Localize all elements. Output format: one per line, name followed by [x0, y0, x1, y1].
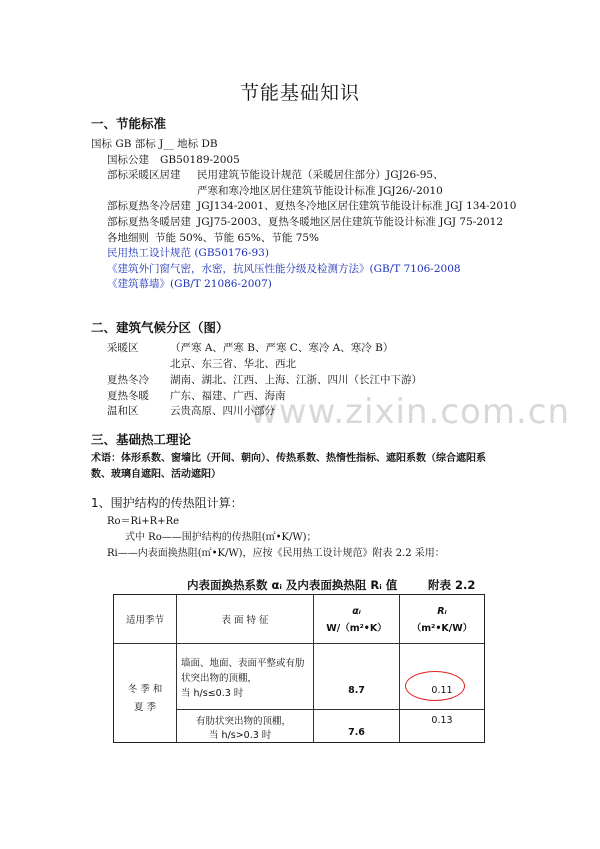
row2-feature-2: 当 h/s>0.3 时 — [209, 730, 272, 741]
zone-name: 夏热冬冷 — [107, 374, 149, 386]
definition-ro: 式中 Ro——围护结构的传热阻(㎡•K/W)； — [125, 532, 317, 543]
gb-code: GB50189-2005 — [160, 154, 240, 166]
header-alpha: αᵢ — [352, 606, 361, 617]
zone-name: 温和区 — [107, 405, 139, 417]
row1-feature-3: 当 h/s≤0.3 时 — [181, 688, 244, 699]
cold-label: 部标采暖区居建 — [107, 169, 181, 181]
local-text: 节能 50%、节能 65%、节能 75% — [155, 232, 320, 244]
table-divider — [313, 595, 314, 742]
link-thermal-design-code[interactable]: 民用热工设计规范 (GB50176-93) — [107, 247, 269, 259]
row2-feature-1: 有肋状突出物的顶棚， — [196, 716, 292, 727]
section-1-heading: 一、节能标准 — [91, 116, 167, 131]
link-curtain-wall-standard[interactable]: 《建筑幕墙》(GB/T 21086-2007) — [107, 278, 272, 290]
header-r: Rᵢ — [437, 606, 447, 617]
table-appendix-label: 附表 2.2 — [428, 578, 476, 592]
table-caption: 内表面换热系数 αᵢ 及内表面换热阻 Rᵢ 值 — [187, 578, 398, 592]
table-divider — [176, 709, 484, 710]
highlight-circle — [405, 671, 465, 701]
season-line-2: 夏 季 — [133, 702, 157, 713]
cold-standard-1: 民用建筑节能设计规范（采暖居住部分）JGJ26-95、 — [197, 169, 444, 181]
heat-transfer-table — [113, 594, 485, 743]
watermark: www.zixin.com.cn — [250, 392, 570, 432]
hscw-label: 部标夏热冬冷居建 — [107, 200, 191, 212]
zone-desc: 云贵高原、四川小部分 — [170, 405, 275, 417]
section-2-heading: 二、建筑气候分区（图） — [91, 320, 229, 335]
row2-r: 0.13 — [431, 715, 453, 726]
local-label: 各地细则 — [107, 232, 149, 244]
gb-label: 国标公建 — [107, 154, 149, 166]
definition-ri: Ri——内表面换热阻(㎡•K/W)，应按《民用热工设计规范》附表 2.2 采用： — [107, 548, 445, 559]
formula: Ro＝Ri+R+Re — [107, 516, 180, 527]
table-divider — [114, 643, 484, 644]
header-alpha-unit: W/（m²•K） — [326, 623, 387, 634]
cold-standard-2: 严寒和寒冷地区居住建筑节能设计标准 JGJ26/-2010 — [197, 185, 443, 197]
zone-name: 夏热冬暖 — [107, 390, 149, 402]
zone-desc: 广东、福建、广西、海南 — [170, 390, 286, 402]
page-title: 节能基础知识 — [239, 82, 360, 104]
standard-types-line: 国标 GB 部标 J__ 地标 DB — [91, 138, 218, 150]
zone-desc: 湖南、湖北、江西、上海、江浙、四川（长江中下游） — [170, 374, 422, 386]
season-line-1: 冬 季 和 — [127, 684, 163, 695]
zone-name: 采暖区 — [107, 342, 139, 354]
section-3-heading: 三、基础热工理论 — [91, 432, 192, 447]
header-season: 适用季节 — [125, 615, 164, 626]
row1-feature-2: 状突出物的顶棚， — [181, 673, 258, 684]
row1-feature-1: 墙面、地面、表面平整或有肋 — [181, 658, 305, 669]
link-window-performance-standard[interactable]: 《建筑外门窗气密，水密，抗风压性能分级及检测方法》(GB/T 7106-2008 — [107, 263, 461, 275]
row2-alpha: 7.6 — [348, 727, 365, 738]
terms-line-1: 术语：体形系数、窗墙比（开间、朝向）、传热系数、热惰性指标、遮阳系数（综合遮阳系 — [91, 453, 486, 464]
zone-desc: （严寒 A、严寒 B、严寒 C、寒冷 A、寒冷 B） — [170, 342, 394, 354]
subsection-1-heading: 1、围护结构的传热阻计算： — [91, 496, 243, 510]
hsww-label: 部标夏热冬暖居建 — [107, 216, 191, 228]
hscw-standard: JGJ134-2001、夏热冬冷地区居住建筑节能设计标准 JGJ 134-2010 — [197, 200, 517, 212]
row1-r: 0.11 — [431, 685, 453, 696]
terms-line-2: 数、玻璃自遮阳、活动遮阳） — [91, 469, 221, 480]
zone-desc: 北京、东三省、华北、西北 — [170, 358, 296, 370]
header-r-unit: （m²•K/W） — [411, 623, 473, 634]
hsww-standard: JGJ75-2003、夏热冬暖地区居住建筑节能设计标准 JGJ 75-2012 — [197, 216, 504, 228]
header-feature: 表 面 特 征 — [221, 615, 269, 626]
row1-alpha: 8.7 — [348, 685, 365, 696]
